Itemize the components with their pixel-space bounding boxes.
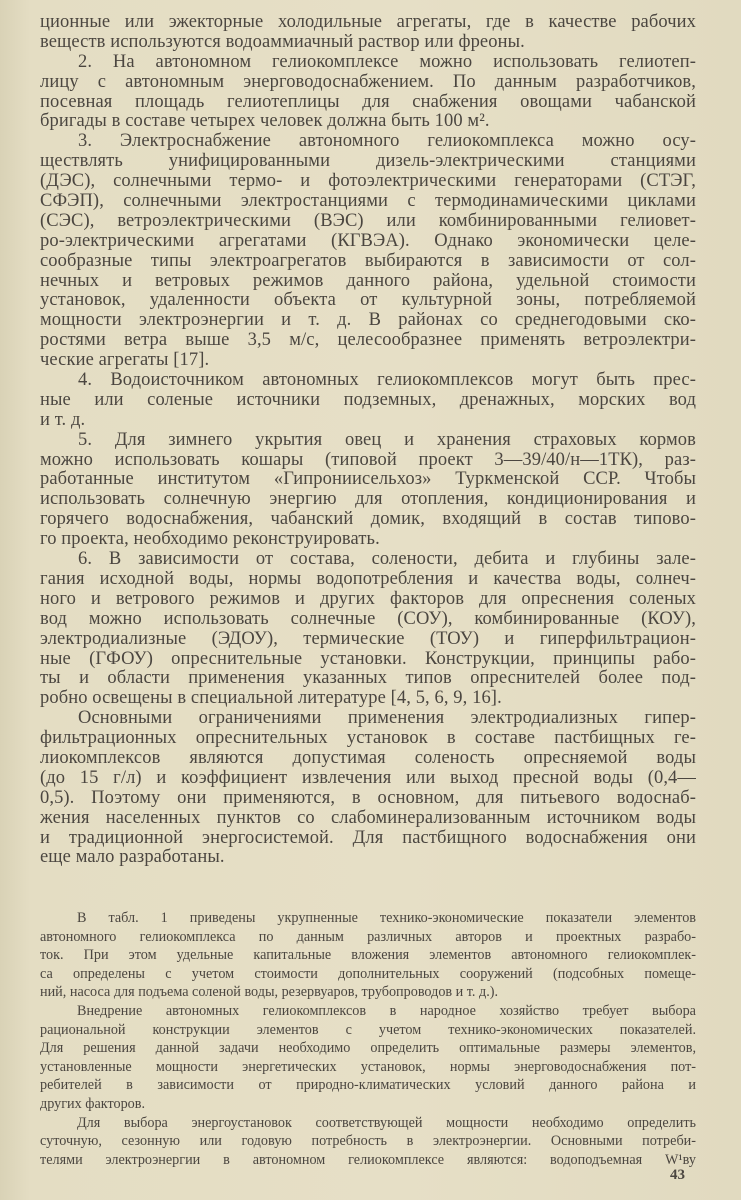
small-print-text [40,909,696,1169]
paragraph [40,709,696,868]
paragraph [40,13,696,53]
paragraph [40,53,696,133]
text-line: и т. д. [40,410,86,430]
text-line: бригады в составе четырех человек должна быть 100 м². [40,112,490,132]
text-line: посевная площадь гелиотеплицы для снабжения овощами чабанской [40,92,696,112]
paragraph [40,431,696,550]
text-line: ток. При этом удельные капитальные вложения элементов автономного гелиокомплек- [40,947,696,964]
text-line: 6. В зависимости от состава, солености, дебита и глубины зале- [78,550,696,570]
text-line: робно освещены в специальной литературе [4, 5, 6, 9, 16]. [40,689,502,709]
text-line: 4. Водоисточником автономных гелиокомплексов могут быть прес- [78,371,696,391]
paragraph [40,1002,696,1114]
text-line: са определены с учетом стоимости дополнительных сооружений (подсобных помеще- [40,965,696,982]
text-line: (до 15 г/л) и коэффициент извлечения или выход пресной воды (0,4— [40,768,696,788]
text-line: ний, насоса для подъема соленой воды, резервуаров, трубопроводов и т. д.). [40,984,499,1001]
text-line: фильтрационных опреснительных установок в составе пастбищных ге- [40,729,696,749]
text-line: суточную, сезонную или годовую потребность в электроэнергии. Основными потреби- [40,1133,696,1150]
text-line: установленные мощности энергетических установок, нормы энерговодоснабжения пот- [40,1058,696,1075]
text-line: лицу с автономным энерговодоснабжением. По данным разработчиков, [40,72,696,92]
text-line: (СЭС), ветроэлектрическими (ВЭС) или комбинированными гелиовет- [40,211,696,231]
page-number: 43 [670,1167,685,1183]
text-line: Основными ограничениями применения электродиализных гипер- [78,709,696,729]
text-line: использовать солнечную энергию для отопления, кондиционирования и [40,490,696,510]
text-line: других факторов. [40,1095,146,1112]
text-line: веществ используются водоаммиачный раствор или фреоны. [40,32,525,52]
text-line: жения населенных пунктов со слабоминерализованным источником воды [40,808,696,828]
text-line: и традиционной энергосистемой. Для пастбищного водоснабжения они [40,828,696,848]
text-line: электродиализные (ЭДОУ), термические (ТОУ) и гиперфильтрацион- [40,629,696,649]
text-line: ребителей в зависимости от природно-климатических условий данного района и [40,1077,696,1094]
text-line: работанные институтом «Гипрониисельхоз» Туркменской ССР. Чтобы [40,470,696,490]
text-line: 3. Электроснабжение автономного гелиокомплекса можно осу- [78,132,696,152]
text-line: гания исходной воды, нормы водопотребления и качества воды, солнеч- [40,569,696,589]
paragraph [40,909,696,1002]
text-line: (ДЭС), солнечными термо- и фотоэлектрическими генераторами (СТЭГ, [40,172,696,192]
text-line: еще мало разработаны. [40,848,225,868]
text-line: горячего водоснабжения, чабанский домик, входящий в состав типово- [40,510,696,530]
text-line: лиокомплексов являются допустимая соленость опресняемой воды [40,748,696,768]
text-line: установок, удаленности объекта от культурной зоны, потребляемой [40,291,696,311]
text-line: вод можно использовать солнечные (СОУ), комбинированные (КОУ), [40,609,696,629]
text-line: В табл. 1 приведены укрупненные технико-экономические показатели элементов [77,910,696,926]
text-line: ные (ГФОУ) опреснительные установки. Конструкции, принципы рабо- [40,649,696,669]
text-line: ты и области применения указанных типов опреснителей более под- [40,669,696,689]
text-line: ного и ветрового режимов и других факторов для опреснения соленых [40,589,696,609]
paragraph [40,132,696,371]
text-line: автономного гелиокомплекса по данным различных авторов и проектных разрабо- [40,928,696,945]
paragraph [40,550,696,709]
text-line: го проекта, необходимо реконструировать. [40,530,380,550]
text-line: можно использовать кошары (типовой проект 3—39/40/н—1ТК), раз- [40,450,696,470]
text-line: 5. Для зимнего укрытия овец и хранения страховых кормов [78,430,696,450]
text-line: рациональной конструкции элементов с учетом технико-экономических показателей. [40,1021,696,1038]
text-line: Для выбора энергоустановок соответствующей мощности необходимо определить [77,1114,696,1131]
text-line: Внедрение автономных гелиокомплексов в народное хозяйство требует выбора [77,1002,696,1019]
text-line: 2. На автономном гелиокомплексе можно использовать гелиотеп- [78,52,696,72]
text-line: сообразные типы электроагрегатов выбираются в зависимости от сол- [40,251,696,271]
text-line: нечных и ветровых режимов данного района, удельной стоимости [40,271,696,291]
paragraph [40,1114,696,1170]
text-line: мощности электроэнергии и т. д. В районах со среднегодовыми ско- [40,311,696,331]
text-line: ционные или эжекторные холодильные агрегаты, где в качестве рабочих [40,13,696,32]
text-line: ществлять унифицированными дизель-электрическими станциями [40,152,696,172]
text-line: ро-электрическими агрегатами (КГВЭА). Однако экономически целе- [40,231,696,251]
text-line: ческие агрегаты [17]. [40,351,210,371]
text-line: Для решения данной задачи необходимо определить оптимальные размеры элементов, [40,1040,696,1057]
main-text [40,13,696,868]
text-line: 0,5). Поэтому они применяются, в основном, для питьевого водоснаб- [40,788,696,808]
text-line: телями электроэнергии в автономном гелиокомплексе являются: водоподъемная W¹ву [40,1151,696,1168]
text-line: ные или соленые источники подземных, дренажных, морских вод [40,390,696,410]
text-line: ростями ветра выше 3,5 м/с, целесообразнее применять ветроэлектри- [40,331,696,351]
text-line: СФЭП), солнечными электростанциями с термодинамическими циклами [40,192,696,212]
paragraph [40,371,696,431]
